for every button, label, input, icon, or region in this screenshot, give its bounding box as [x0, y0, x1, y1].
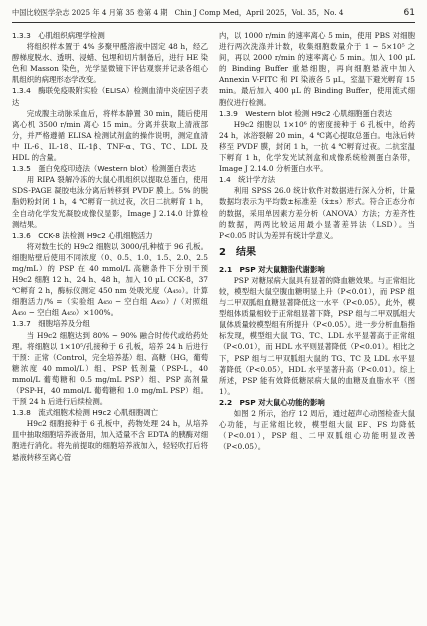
paragraph: 将对数生长的 H9c2 细胞以 3000/孔种植于 96 孔板。细胞贴壁后使用不同浓度（0、0.5、1.0、1.5、2.0、2.5 mg/mL）的 PSP 在 40 mmol/L 高糖条件下分别干预 H9c2 细胞 12 h、24 h、48 h，加入 10 μL CCK-8，37 ℃孵育 2 h，酶标仪测定 450 nm 处吸光度（A₄₅₀）。计算细胞活力/% =（实验组 A₄₅₀ − 空白组 A₄₅₀）/（对照组 A₄₅₀ − 空白组 A₄₅₀）×100%。: [12, 241, 208, 318]
paragraph: 完成腹主动脉采血后，将样本静置 30 min，随后使用离心机 3500 r/min 离心 15 min。分离并获取上清液部分，并严格遵循 ELISA 检测试剂盒的操作说明，测定血清中 IL-6、IL-18、IL-1β、TNF-α、TG、TC、LDL 及 HDL 的含量。: [12, 108, 208, 163]
subsection-heading: 1.3.3 心肌组织病理学检测: [12, 31, 105, 40]
right-column: [219, 30, 415, 452]
subsection-heading: 1.4 统计学方法: [219, 175, 276, 185]
subsection-heading: 1.3.5 蛋白免疫印迹法（Western blot）检测蛋白表达: [12, 164, 196, 174]
journal-citation: 中国比较医学杂志 2025 年 4 月第 35 卷第 4 期 Chin J Comp Med，April 2025，Vol. 35，No. 4: [12, 8, 344, 17]
paragraph: PSP 对糖尿病大鼠具有显著的降血糖效果。与正常组比较，模型组大鼠空腹血糖明显上升（P<0.01），而 PSP 组与二甲双胍组血糖显著降低这一水平（P<0.05）。此外，模型组体质量相较于正常组显著下降，PSP 组与二甲双胍组大鼠体质量较模型组有所提升（P<0.05）。进一步分析血脂指标发现，模型组大鼠 TG、TC、LDL 水平显著高于正常组（P<0.01），而 HDL 水平则显著降低（P<0.01）。相比之下，PSP 组与二甲双胍组大鼠的 TG、TC 及 LDL 水平显著降低（P<0.05），HDL 水平显著升高（P<0.01）。综上所述，PSP 能有效降低糖尿病大鼠的血糖及血脂水平（图 1）。: [219, 275, 415, 396]
paragraph: 当 H9c2 细胞达到 80% ~ 90% 融合时传代或给药处理。将细胞以 1×10⁵/孔接种于 6 孔板，培养 24 h 后进行干预：正常（Control，完全培养基）组、高糖（HG，葡萄糖浓度 40 mmol/L）组、PSP 低剂量（PSP-L，40 mmol/L 葡萄糖和 0.5 mg/mL PSP）组、PSP 高剂量（PSP-H，40 mmol/L 葡萄糖和 1.0 mg/mL PSP）组。干预 24 h 后进行后续检测。: [12, 330, 208, 407]
subsection-heading: 1.3.7 细胞培养及分组: [12, 319, 90, 329]
header-rule: [12, 22, 415, 23]
subsection-heading: 1.3.4 酶联免疫吸附实验（ELISA）检测血清中炎症因子表达: [12, 86, 208, 107]
subsection-heading: 1.3.9 Western blot 检测 H9c2 心肌细胞蛋白表达: [219, 108, 392, 118]
page-number: 61: [403, 8, 415, 18]
results-subheading: 2.2 PSP 对大鼠心功能的影响: [219, 397, 325, 407]
paragraph: 用 RIPA 裂解冷冻的大鼠心肌组织以提取总蛋白，使用 SDS-PAGE 凝胶电泳分离后转移到 PVDF 膜上。5% 的脱脂奶粉封闭 1 h，4 ℃孵育一抗过夜，次日二抗孵育 1 h，全自动化学发光凝胶成像仪显影，Image J 2.14.0 计算检测结果。: [12, 175, 208, 229]
paragraph: 将组织样本置于 4% 多聚甲醛溶液中固定 48 h，经乙醇梯度脱水、透明、浸蜡、包埋和切片制备后，进行 HE 染色和 Masson 染色，光学显微镜下评估观察并记录各组心肌组织的病理形态学改变。: [12, 42, 208, 85]
left-column: [12, 30, 208, 463]
results-subheading: 2.1 PSP 对大鼠糖脂代谢影响: [219, 264, 325, 274]
paragraph: H9c2 细胞以 1×10⁶ 的密度接种于 6 孔板中，给药 24 h，冰浴裂解 20 min，4 ℃离心提取总蛋白。电泳后转移至 PVDF 膜，封闭 1 h，一抗 4 ℃孵育过夜。二抗室温下孵育 1 h，化学发光试剂盒和成像系统检测蛋白条带，Image J 2.14.0 分析蛋白水平。: [219, 119, 415, 174]
section-heading: 2 结果: [219, 246, 256, 258]
running-header: [12, 6, 415, 20]
paragraph: 利用 SPSS 26.0 统计软件对数据进行深入分析，计量数据均表示为平均数±标准差（x̄±s）形式。符合正态分布的数据，采用单因素方差分析（ANOVA）方法；方差齐性的数据，两两比较运用最小显著差异法（LSD）。当 P<0.05 时认为差异有统计学意义。: [219, 186, 415, 240]
paragraph: 如图 2 所示，治疗 12 周后，通过超声心动图检查大鼠心功能，与正常组比较，模型组大鼠 EF、FS 均降低（P<0.01），PSP 组、二甲双胍组心功能明显改善（P<0.05）。: [219, 409, 415, 452]
paragraph: H9c2 细胞接种于 6 孔板中，药物处理 24 h，从培养皿中抽取细胞培养液备用，加入适量不含 EDTA 的胰酶对细胞进行消化。将先前提取的细胞培养液加入，轻轻吹打后将悬液转移至离心管: [12, 419, 208, 462]
paragraph-continued: 内，以 1000 r/min 的速率离心 5 min，使用 PBS 对细胞进行两次洗涤并计数，收集细胞数量介于 1 ~ 5×10⁵ 之间，再以 2000 r/min 的速率离心 5 min。加入 100 μL 的 Binding Buffer 重悬细胞，再向细胞悬液中加入 Annexin V-FITC 和 PI 染液各 5 μL，室温下避光孵育 15 min。最后加入 400 μL 的 Binding Buffer，使用流式细胞仪进行检测。: [219, 31, 415, 107]
subsection-heading: 1.3.8 流式细胞术检测 H9c2 心肌细胞凋亡: [12, 408, 158, 418]
subsection-heading: 1.3.6 CCK-8 法检测 H9c2 心肌细胞活力: [12, 230, 153, 240]
